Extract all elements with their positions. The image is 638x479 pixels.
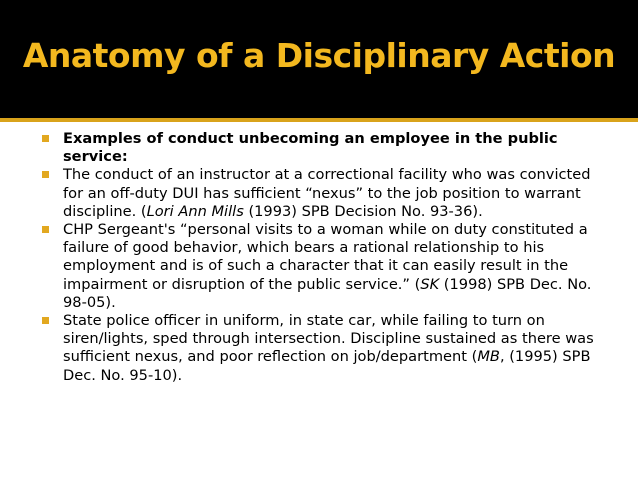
- bullet-item: [40, 312, 600, 385]
- case-name: MB: [477, 348, 500, 366]
- square-bullet-icon: [42, 317, 49, 324]
- slide-title: Anatomy of a Disciplinary Action: [22, 36, 616, 75]
- square-bullet-icon: [42, 135, 49, 142]
- bullet-text: CHP Sergeant's “personal visits to a woman while on duty constituted a failure of good behavior, which bears a rational relationship to his employment and is of such a character that it can easily result in the impairment or disruption of the public service.” (: [63, 221, 588, 293]
- square-bullet-icon: [42, 226, 49, 233]
- case-name: Lori Ann Mills: [146, 202, 244, 220]
- square-bullet-icon: [42, 171, 49, 178]
- citation: (1998) SPB Dec. No. 98-05).: [63, 275, 592, 311]
- bullet-text: State police officer in uniform, in state car, while failing to turn on siren/lights, sped through intersection. Discipline sustained as there was sufficient nexus, and poor reflection on job/department (: [63, 312, 594, 366]
- bullet-item: [40, 166, 600, 221]
- bullet-item: [40, 221, 600, 312]
- citation: , (1995) SPB Dec. No. 95-10).: [63, 348, 591, 384]
- bullet-text: The conduct of an instructor at a correctional facility who was convicted for an off-duty DUI has sufficient “nexus” to the job position to warrant discipline. (: [63, 166, 591, 220]
- citation: (1993) SPB Decision No. 93-36).: [243, 202, 483, 220]
- bullet-text: Examples of conduct unbecoming an employee in the public service:: [63, 130, 558, 166]
- bullet-list: [40, 130, 600, 385]
- title-divider: [0, 118, 638, 122]
- case-name: SK: [420, 275, 440, 293]
- bullet-item: [40, 130, 600, 166]
